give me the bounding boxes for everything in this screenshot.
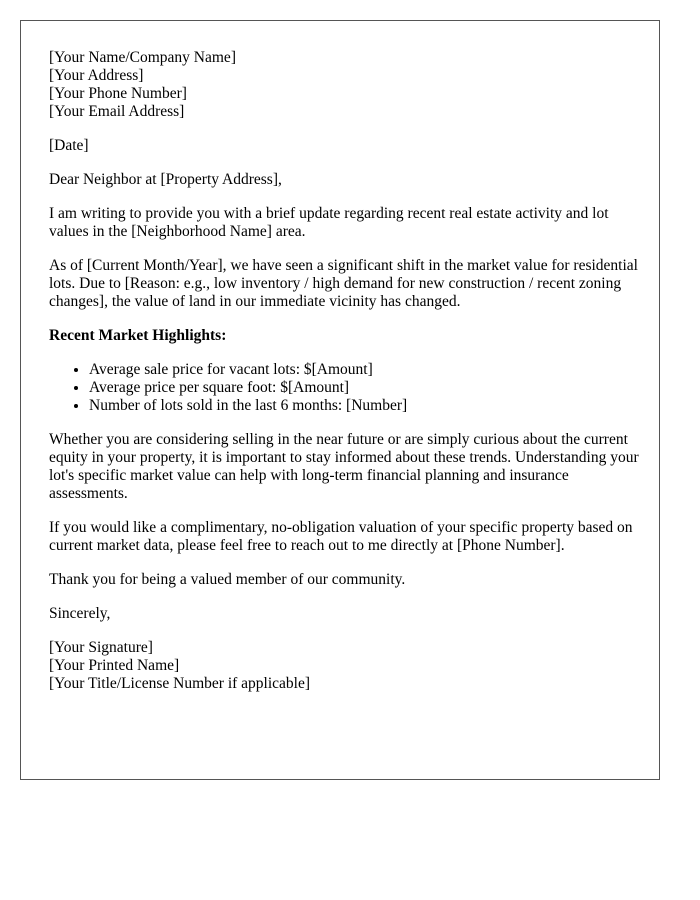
sender-name: [Your Name/Company Name] (49, 49, 236, 66)
closing: Sincerely, (49, 605, 111, 622)
highlight-item-price-per-sqft: • Average price per square foot: $[Amount] (89, 379, 639, 397)
intro-paragraph: I am writing to provide you with a brief update regarding recent real estate activity and lot values in the [Neighborhood Name] area. (49, 205, 609, 240)
thanks-paragraph: Thank you for being a valued member of our community. (49, 571, 406, 588)
letter-date: [Date] (49, 137, 89, 154)
sender-email: [Your Email Address] (49, 103, 185, 120)
sender-block (49, 49, 639, 121)
sender-phone: [Your Phone Number] (49, 85, 187, 102)
letter-body (49, 49, 639, 709)
signature-line: [Your Signature] (49, 639, 153, 656)
letter-page (20, 20, 660, 780)
highlight-item-lots-sold: • Number of lots sold in the last 6 months: [Number] (89, 397, 639, 415)
market-shift-paragraph: As of [Current Month/Year], we have seen a significant shift in the market value for residential lots. Due to [Reason: e.g., low inventory / high demand for new construction / recent zoning changes], the value of land in our immediate vicinity has changed. (49, 257, 638, 310)
signature-block (49, 639, 639, 693)
valuation-offer-paragraph: If you would like a complimentary, no-obligation valuation of your specific property based on current market data, please feel free to reach out to me directly at [Phone Number]. (49, 519, 633, 554)
highlights-heading: Recent Market Highlights: (49, 327, 227, 344)
highlights-list (49, 361, 639, 415)
sender-address: [Your Address] (49, 67, 144, 84)
salutation: Dear Neighbor at [Property Address], (49, 171, 282, 188)
highlight-item-vacant-lot-price: • Average sale price for vacant lots: $[Amount] (89, 361, 639, 379)
equity-paragraph: Whether you are considering selling in the near future or are simply curious about the current equity in your property, it is important to stay informed about these trends. Understanding your lot's specific market value can help with long-term financial planning and insurance assessments. (49, 431, 639, 502)
printed-name: [Your Printed Name] (49, 657, 180, 674)
title-license: [Your Title/License Number if applicable] (49, 675, 311, 692)
